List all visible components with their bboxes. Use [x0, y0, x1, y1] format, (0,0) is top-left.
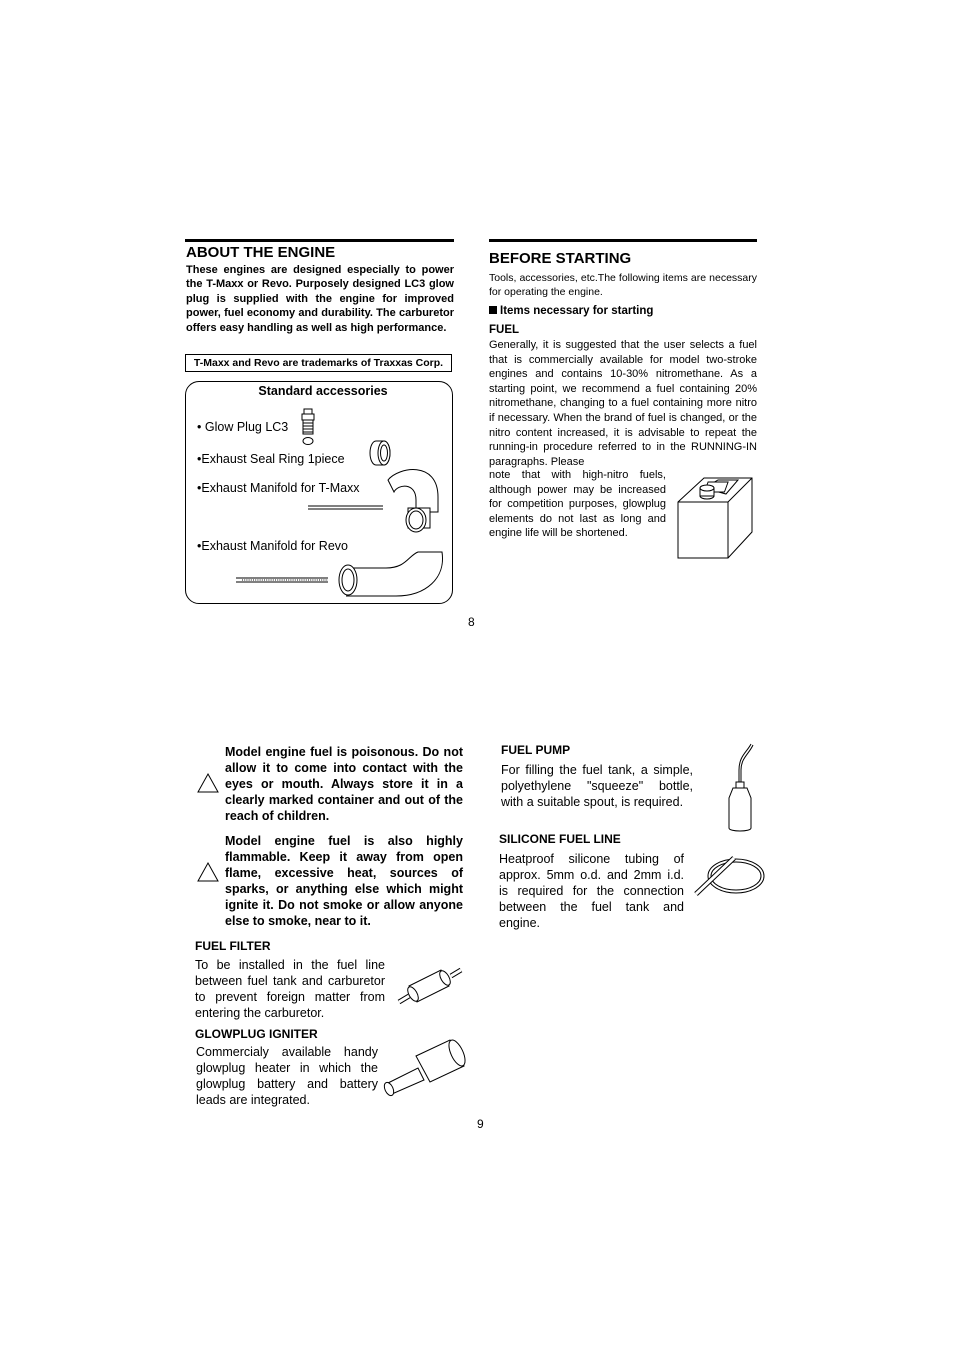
items-heading	[489, 305, 653, 317]
trademark-box: T-Maxx and Revo are trademarks of Traxxas Corp.	[185, 354, 452, 372]
warning-poisonous: Model engine fuel is poisonous. Do not allow it to come into contact with the eyes or mouth. Always store it in a clearly marked container and out of the reach of children.	[225, 745, 463, 823]
bullet: •	[197, 481, 202, 495]
before-title: BEFORE STARTING	[489, 250, 632, 267]
warning-triangle-icon	[197, 861, 219, 883]
before-top-rule	[489, 239, 757, 242]
warning-triangle-icon	[197, 772, 219, 794]
items-heading-label: Items necessary for starting	[500, 305, 654, 317]
tmaxx-manifold-icon	[308, 462, 438, 542]
revo-manifold-icon	[236, 548, 446, 602]
fuel-text-continued: note that with high-nitro fuels, although power may be increased for competition purposes, glowplug elements do not last as long and engine life will be shortened.	[489, 469, 666, 540]
fuel-can-icon	[674, 474, 756, 560]
glow-plug-icon	[296, 408, 320, 446]
squeeze-bottle-icon	[727, 742, 757, 834]
silicone-tube-icon	[692, 852, 768, 898]
glowplug-igniter-text: Commercialy available handy glowplug heater in which the glowplug battery and battery leads are integrated.	[196, 1045, 378, 1107]
fuel-filter-heading: FUEL FILTER	[195, 939, 271, 953]
accessories-title: Standard accessories	[258, 384, 388, 398]
warning-flammable: Model engine fuel is also highly flammable. Keep it away from open flame, excessive heat, sources of sparks, or anything else which might ignite it. Do not smoke or allow anyone else to smoke, near to it.	[225, 834, 463, 928]
glowplug-igniter-heading: GLOWPLUG IGNITER	[195, 1027, 318, 1041]
bullet: •	[197, 420, 202, 434]
silicone-line-heading: SILICONE FUEL LINE	[499, 832, 621, 846]
glowplug-igniter-icon	[380, 1038, 468, 1096]
before-intro: Tools, accessories, etc.The following items are necessary for operating the engine.	[489, 272, 757, 299]
accessory-label: Exhaust Seal Ring 1piece	[201, 452, 345, 466]
accessory-label: Glow Plug LC3	[204, 420, 289, 434]
about-title: ABOUT THE ENGINE	[186, 244, 336, 261]
bullet: •	[197, 452, 202, 466]
silicone-line-text: Heatproof silicone tubing of approx. 5mm o.d. and 2mm i.d. is required for the connection between the fuel tank and engine.	[499, 852, 684, 930]
square-bullet-icon	[489, 306, 497, 314]
page-number-9: 9	[477, 1117, 484, 1131]
bullet: •	[197, 539, 202, 553]
about-top-rule	[185, 239, 454, 242]
accessory-glow-plug	[197, 420, 288, 434]
page-number-8: 8	[468, 615, 475, 629]
fuel-filter-icon	[395, 962, 465, 1008]
fuel-filter-text: To be installed in the fuel line between fuel tank and carburetor to prevent foreign matter from entering the carburetor.	[195, 958, 385, 1020]
accessory-label: Exhaust Manifold for Revo	[201, 539, 348, 553]
fuel-text: Generally, it is suggested that the user selects a fuel that is commercially available for model two-stroke engines and contains 10-30% nitromethane. As a starting point, we recommend a fuel containing 20% nitromethane, changing to a fuel containing more nitro if necessary. When the brand of fuel is changed, or the nitro content increased, it is advisable to repeat the running-in procedure referred to in the RUNNING-IN paragraphs. Please	[489, 339, 757, 468]
fuel-heading: FUEL	[489, 324, 520, 336]
fuel-pump-heading: FUEL PUMP	[501, 743, 571, 757]
accessory-label: Exhaust Manifold for T-Maxx	[201, 481, 360, 495]
fuel-pump-text: For filling the fuel tank, a simple, polyethylene "squeeze" bottle, with a suitable spout, is required.	[501, 763, 693, 809]
about-text: These engines are designed especially to power the T-Maxx or Revo. Purposely designed LC3 glow plug is supplied with the engine for improved power, fuel economy and durability. The carburetor offers easy handling as well as high performance.	[186, 264, 454, 334]
